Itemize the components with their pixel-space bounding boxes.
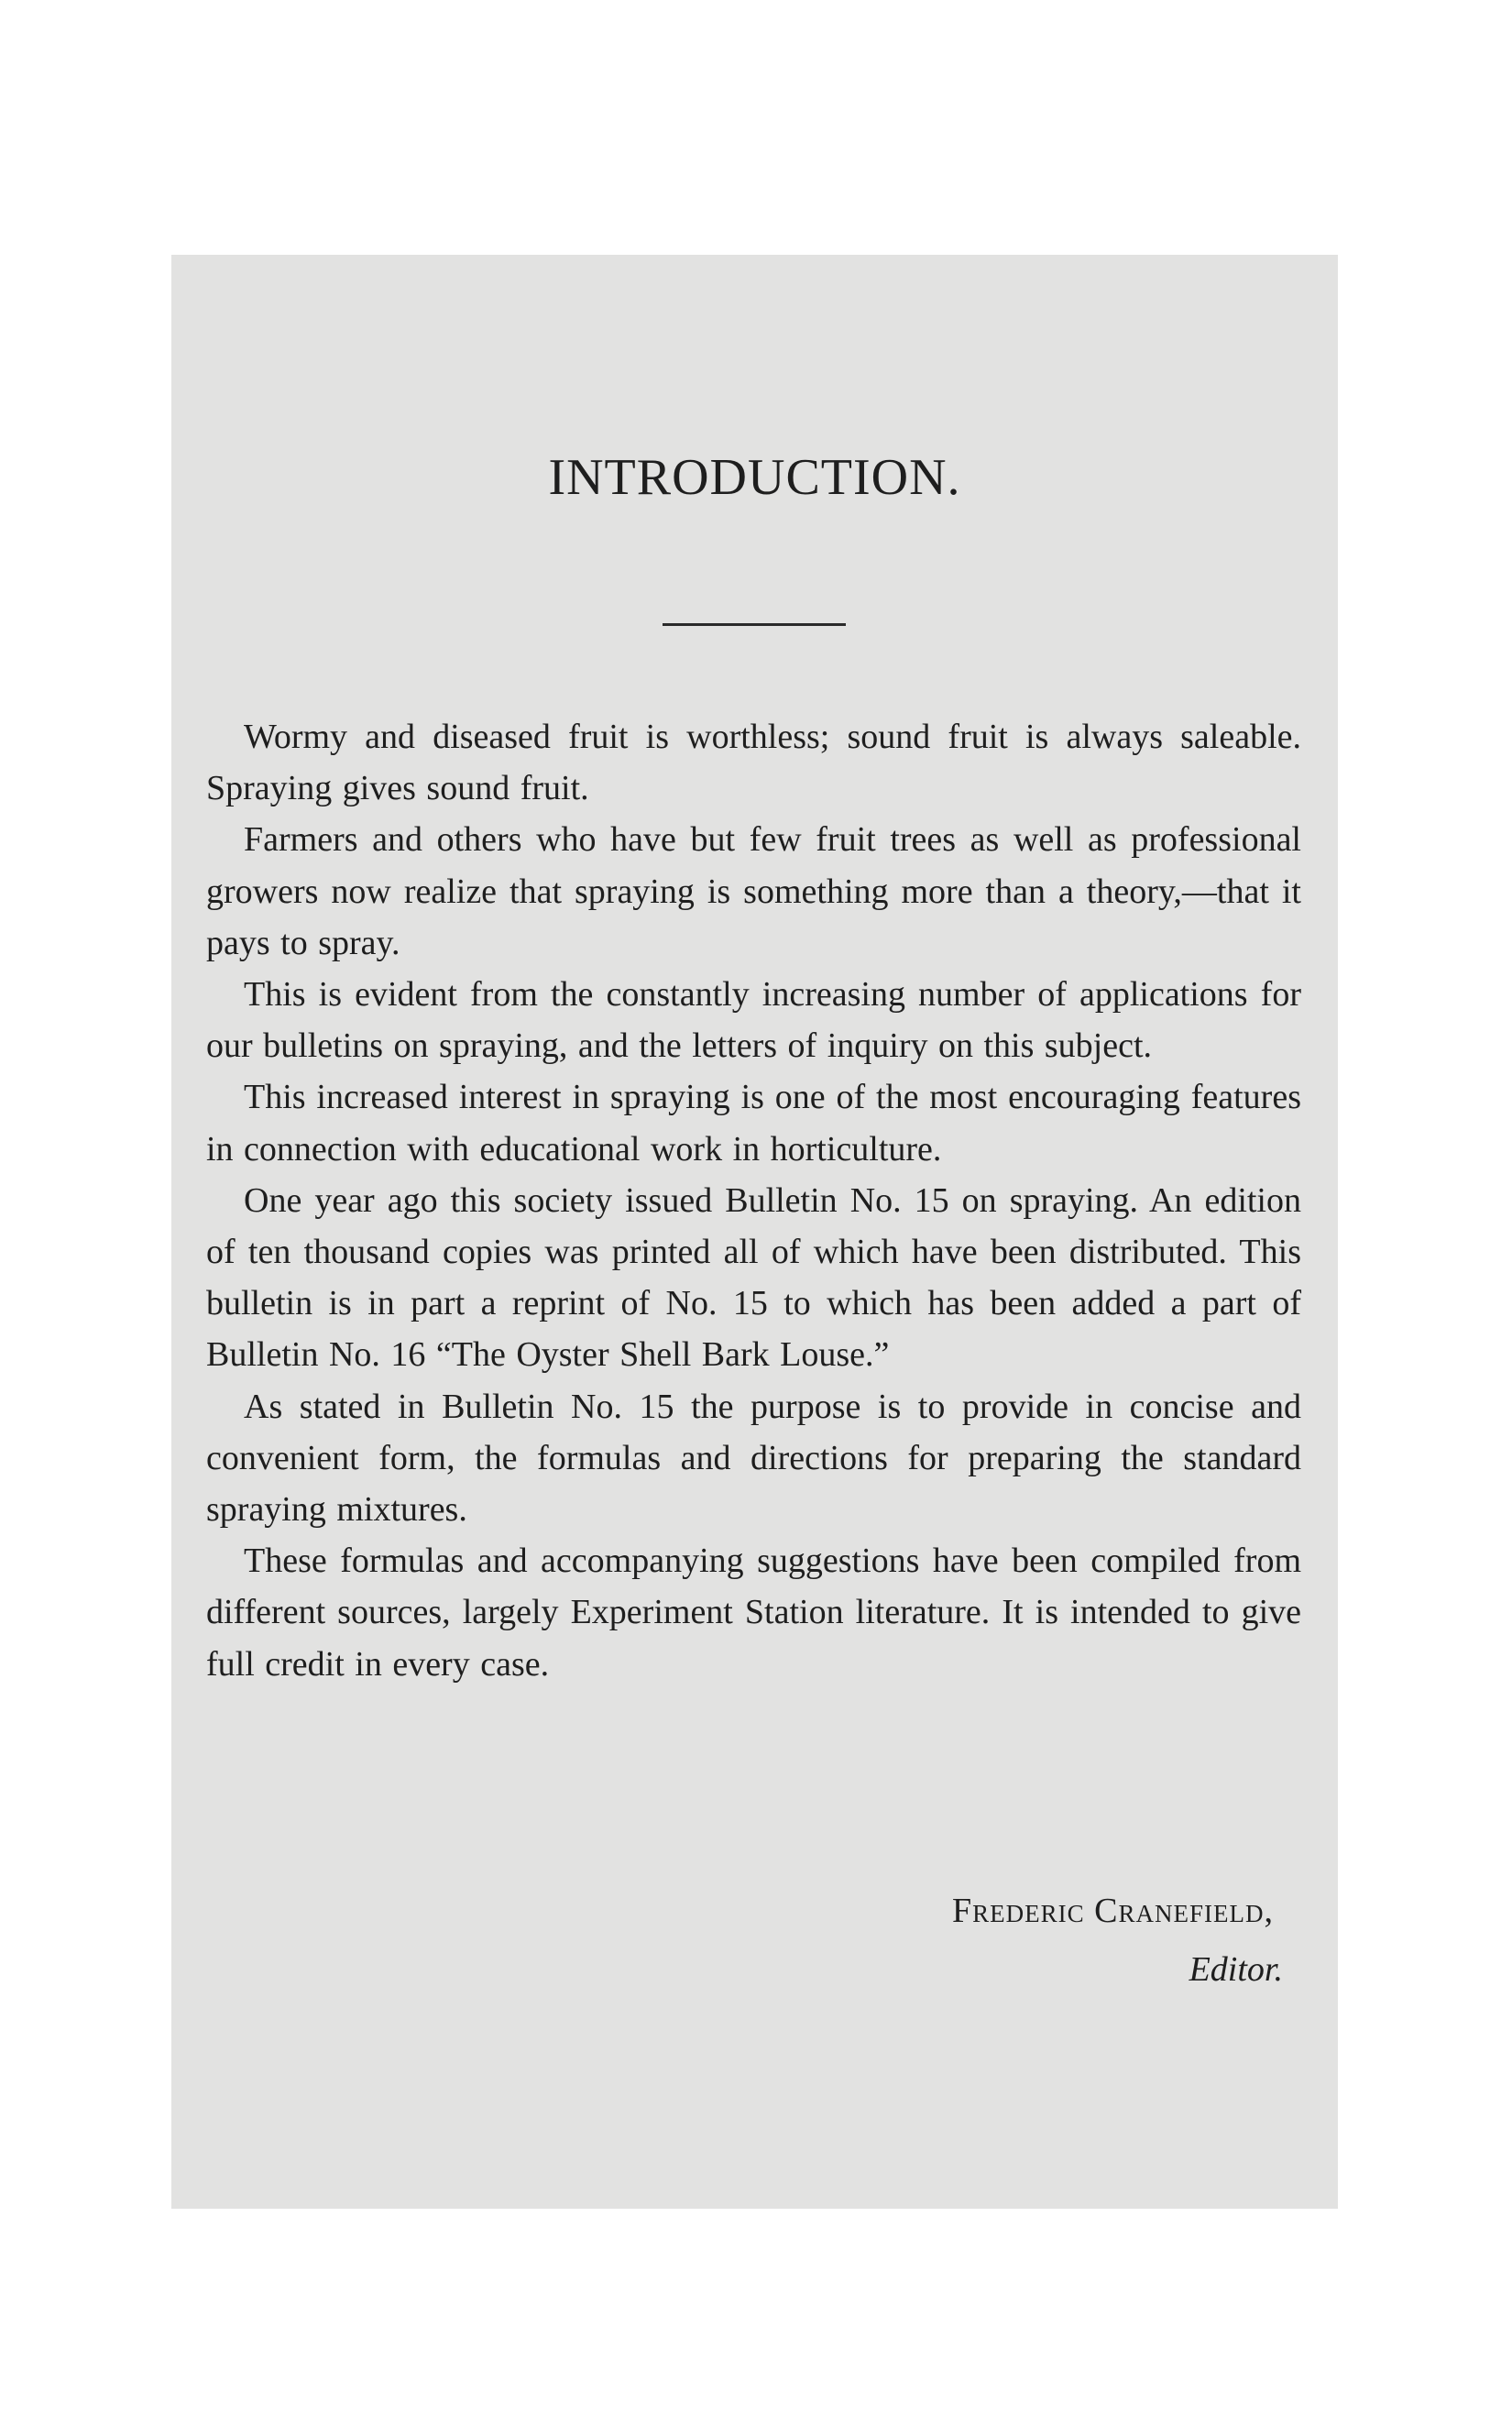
introduction-body xyxy=(206,711,1301,1690)
paragraph-5: One year ago this society issued Bulletin No. 15 on spraying. An edition of ten thousand copies was printed all of which have been distributed. This bulletin is in part a reprint of No. 15 to which has been added a part of Bulletin No. 16 “The Oyster Shell Bark Louse.” xyxy=(206,1180,1301,1375)
page-scan xyxy=(171,255,1338,2209)
paragraph-6: As stated in Bulletin No. 15 the purpose is to provide in concise and convenient form, the formulas and directions for preparing the standard spraying mixtures. xyxy=(206,1387,1301,1530)
paragraph-7: These formulas and accompanying suggestions have been compiled from different sources, largely Experiment Station literature. It is intended to give full credit in every case. xyxy=(206,1542,1301,1684)
page-title: INTRODUCTION. xyxy=(548,449,961,506)
paragraph-4: This increased interest in spraying is one of the most encouraging features in connection with educational work in horticulture. xyxy=(206,1078,1301,1169)
signature-block xyxy=(952,1882,1283,1999)
paragraph-2: Farmers and others who have but few fruit trees as well as professional growers now realize that spraying is something more than a theory,—that it pays to spray. xyxy=(206,820,1301,962)
title-divider xyxy=(663,623,846,626)
signature-name: Frederic Cranefield, xyxy=(952,1892,1274,1930)
paragraph-3: This is evident from the constantly increasing number of applications for our bulletins on spraying, and the letters of inquiry on this subject. xyxy=(206,975,1301,1066)
paragraph-1: Wormy and diseased fruit is worthless; sound fruit is always saleable. Spraying gives sound fruit. xyxy=(206,718,1301,808)
signature-title: Editor. xyxy=(1189,1950,1283,1989)
